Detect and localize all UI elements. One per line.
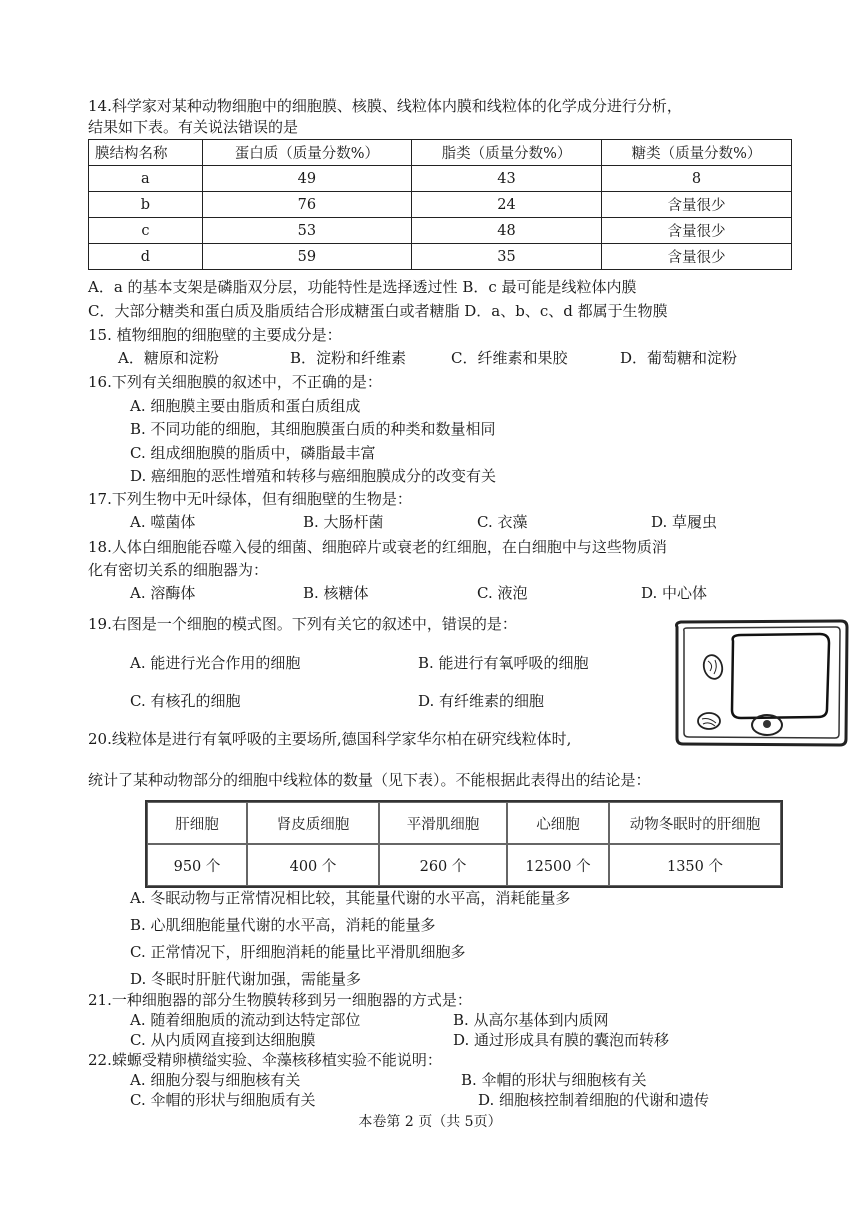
- table-header-cell: 肾皮质细胞: [247, 802, 379, 844]
- q15-stem: 15. 植物细胞的细胞壁的主要成分是：: [88, 326, 342, 344]
- q21-option-b: B. 从高尔基体到内质网: [453, 1011, 609, 1029]
- q16-option-a: A. 细胞膜主要由脂质和蛋白质组成: [130, 397, 361, 415]
- q19-option-d: D. 有纤维素的细胞: [418, 692, 545, 710]
- table-header-cell: 心细胞: [507, 802, 609, 844]
- q18-option-a: A. 溶酶体: [130, 584, 196, 602]
- q16-stem: 16.下列有关细胞膜的叙述中，不正确的是：: [88, 373, 382, 391]
- table-cell: 76: [202, 192, 411, 218]
- q19-stem: 19.右图是一个细胞的模式图。下列有关它的叙述中，错误的是：: [88, 615, 517, 633]
- plant-cell-diagram: [671, 617, 851, 750]
- table-cell: 8: [601, 166, 791, 192]
- q16-option-c: C. 组成细胞膜的脂质中，磷脂最丰富: [130, 444, 376, 462]
- table-cell: 53: [202, 218, 411, 244]
- q14-options-ab: A．a 的基本支架是磷脂双分层，功能特性是选择透过性 B．c 最可能是线粒体内膜: [88, 278, 637, 296]
- table-header-cell: 肝细胞: [147, 802, 247, 844]
- q21-stem: 21.一种细胞器的部分生物膜转移到另一细胞器的方式是：: [88, 991, 472, 1009]
- table-header-cell: 膜结构名称: [89, 140, 203, 166]
- q21-option-a: A. 随着细胞质的流动到达特定部位: [130, 1011, 361, 1029]
- q17-option-a: A. 噬菌体: [130, 513, 196, 531]
- q17-stem: 17.下列生物中无叶绿体，但有细胞壁的生物是：: [88, 490, 412, 508]
- mitochondria-count-table: [145, 800, 783, 888]
- table-header-row: [89, 140, 792, 166]
- q15-option-b: B．淀粉和纤维素: [290, 349, 407, 367]
- table-header-cell: 糖类（质量分数%）: [601, 140, 791, 166]
- table-cell: 49: [202, 166, 411, 192]
- q21-option-d: D. 通过形成具有膜的囊泡而转移: [453, 1031, 670, 1049]
- table-cell: 含量很少: [601, 218, 791, 244]
- q14-stem-line2: 结果如下表。有关说法错误的是: [88, 118, 299, 136]
- table-cell: 含量很少: [601, 192, 791, 218]
- table-cell: 260 个: [379, 844, 507, 886]
- table-cell: 含量很少: [601, 244, 791, 270]
- table-header-cell: 蛋白质（质量分数%）: [202, 140, 411, 166]
- table-header-row: [147, 802, 781, 844]
- q15-option-a: A．糖原和淀粉: [118, 349, 219, 367]
- table-row: [89, 192, 792, 218]
- q15-option-c: C．纤维素和果胶: [451, 349, 568, 367]
- q20-stem-line2: 统计了某种动物部分的细胞中线粒体的数量（见下表）。不能根据此表得出的结论是：: [88, 771, 651, 789]
- q21-option-c: C. 从内质网直接到达细胞膜: [130, 1031, 316, 1049]
- q16-option-d: D. 癌细胞的恶性增殖和转移与癌细胞膜成分的改变有关: [130, 467, 497, 485]
- q17-option-c: C. 衣藻: [477, 513, 528, 531]
- q20-option-a: A. 冬眠动物与正常情况相比较，其能量代谢的水平高，消耗能量多: [130, 889, 571, 907]
- q22-stem: 22.蝾螈受精卵横缢实验、伞藻核移植实验不能说明：: [88, 1051, 442, 1069]
- table-cell: 43: [412, 166, 602, 192]
- membrane-composition-table: [88, 139, 792, 270]
- q17-option-b: B. 大肠杆菌: [303, 513, 384, 531]
- table-cell: d: [89, 244, 203, 270]
- table-header-cell: 平滑肌细胞: [379, 802, 507, 844]
- table-cell: a: [89, 166, 203, 192]
- q20-option-d: D. 冬眠时肝脏代谢加强，需能量多: [130, 970, 362, 988]
- q18-option-c: C. 液泡: [477, 584, 528, 602]
- table-cell: 400 个: [247, 844, 379, 886]
- table-cell: 12500 个: [507, 844, 609, 886]
- table-header-cell: 动物冬眠时的肝细胞: [609, 802, 781, 844]
- q22-option-c: C. 伞帽的形状与细胞质有关: [130, 1091, 316, 1109]
- table-cell: c: [89, 218, 203, 244]
- q18-stem-line2: 化有密切关系的细胞器为：: [88, 561, 269, 579]
- q19-option-b: B. 能进行有氧呼吸的细胞: [418, 654, 589, 672]
- q15-option-d: D．葡萄糖和淀粉: [620, 349, 738, 367]
- table-cell: 48: [412, 218, 602, 244]
- table-cell: 1350 个: [609, 844, 781, 886]
- q14-stem-line1: 14.科学家对某种动物细胞中的细胞膜、核膜、线粒体内膜和线粒体的化学成分进行分析，: [88, 97, 682, 115]
- table-cell: 24: [412, 192, 602, 218]
- q20-option-b: B. 心肌细胞能量代谢的水平高，消耗的能量多: [130, 916, 436, 934]
- q14-options-cd: C．大部分糖类和蛋白质及脂质结合形成糖蛋白或者糖脂 D．a、b、c、d 都属于生物膜: [88, 302, 668, 320]
- table-cell: 35: [412, 244, 602, 270]
- q22-option-b: B. 伞帽的形状与细胞核有关: [461, 1071, 647, 1089]
- table-row: [89, 218, 792, 244]
- q19-option-c: C. 有核孔的细胞: [130, 692, 241, 710]
- q18-stem-line1: 18.人体白细胞能吞噬入侵的细菌、细胞碎片或衰老的红细胞，在白细胞中与这些物质消: [88, 538, 667, 556]
- q18-option-b: B. 核糖体: [303, 584, 369, 602]
- table-row: [89, 166, 792, 192]
- q18-option-d: D. 中心体: [641, 584, 708, 602]
- q22-option-a: A. 细胞分裂与细胞核有关: [130, 1071, 301, 1089]
- table-row: [89, 244, 792, 270]
- q20-stem-line1: 20.线粒体是进行有氧呼吸的主要场所,德国科学家华尔柏在研究线粒体时,: [88, 730, 572, 748]
- table-cell: 950 个: [147, 844, 247, 886]
- q17-option-d: D. 草履虫: [651, 513, 718, 531]
- table-cell: b: [89, 192, 203, 218]
- q19-option-a: A. 能进行光合作用的细胞: [130, 654, 301, 672]
- table-row: [147, 844, 781, 886]
- table-header-cell: 脂类（质量分数%）: [412, 140, 602, 166]
- table-cell: 59: [202, 244, 411, 270]
- page-footer: 本卷第 2 页（共 5页）: [358, 1114, 502, 1130]
- q20-option-c: C. 正常情况下，肝细胞消耗的能量比平滑肌细胞多: [130, 943, 466, 961]
- q22-option-d: D. 细胞核控制着细胞的代谢和遗传: [478, 1091, 710, 1109]
- q16-option-b: B. 不同功能的细胞，其细胞膜蛋白质的种类和数量相同: [130, 420, 496, 438]
